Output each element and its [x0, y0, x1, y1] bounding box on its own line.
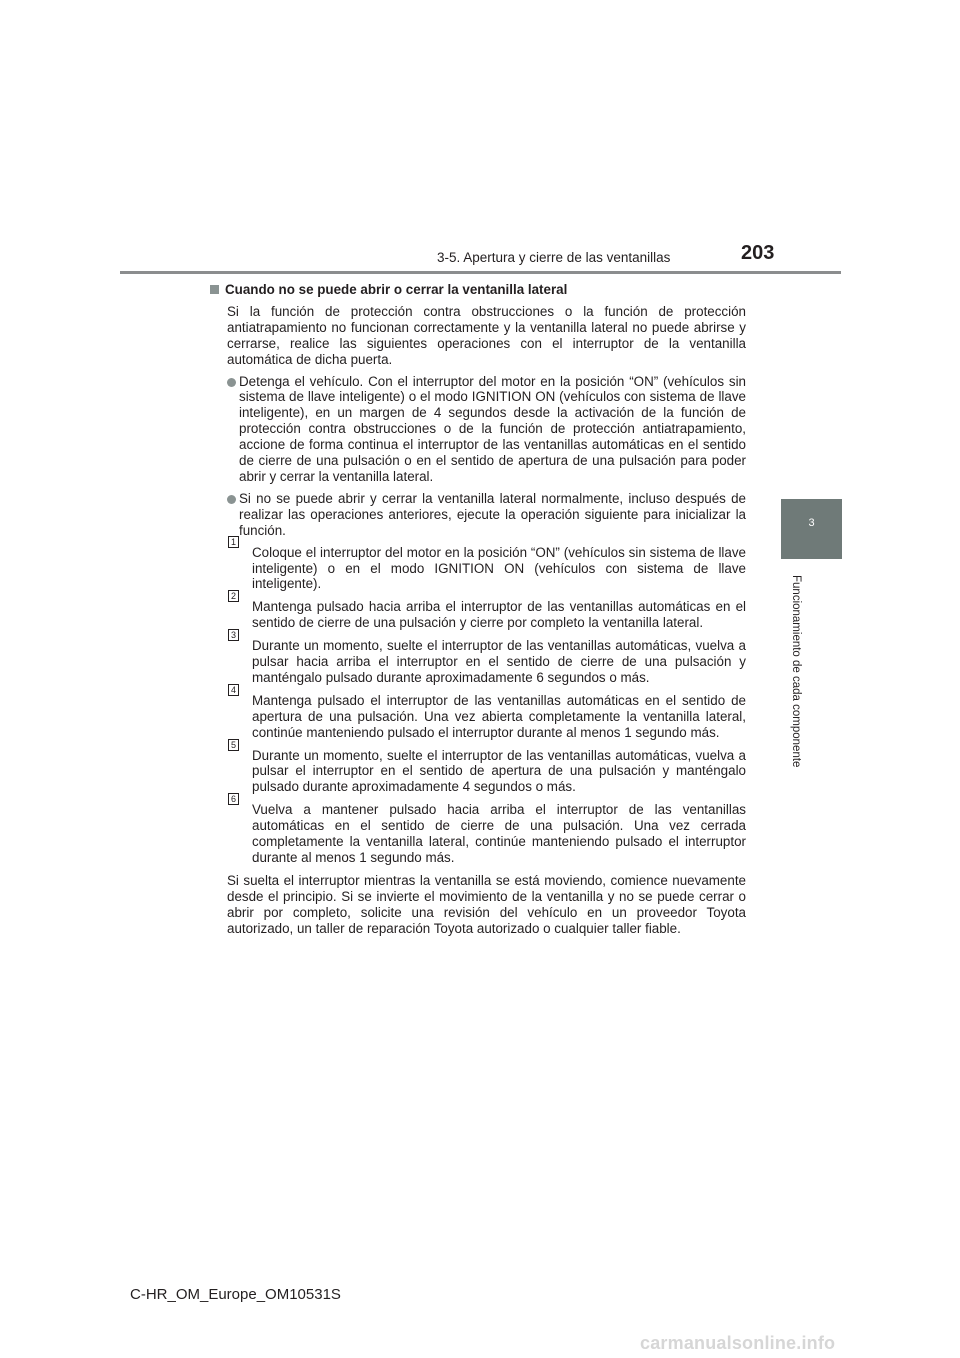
step-number: 6 [228, 793, 239, 805]
step-number: 5 [228, 739, 239, 751]
section-title: 3-5. Apertura y cierre de las ventanillas [437, 250, 671, 265]
bullet-text: Detenga el vehículo. Con el interruptor del motor en la posición “ON” (vehículos sin sistema de llave inteligente) o el modo IGNITION ON (vehículos con sistema de llave inteligente), en un margen de 4 segundos desde la activación de la función de protección contra obstrucciones o de la función de protección antiatrapamiento, accione de forma continua el interruptor de las ventanillas automáticas en el sentido de cierre de una pulsación o en el sentido de apertura de una pulsación para poder abrir y cerrar la ventanilla lateral. [239, 373, 746, 484]
page-number: 203 [741, 242, 775, 264]
chapter-label: Funcionamiento de cada componente [790, 575, 802, 768]
step-item [227, 739, 746, 796]
chapter-tab [781, 499, 842, 559]
intro-paragraph: Si la función de protección contra obstrucciones o la función de protección antiatrapamiento no funcionan correctamente y la ventanilla lateral no puede abrirse y cerrarse, realice las siguientes operaciones con el interruptor de la ventanilla automática de dicha puerta. [227, 303, 746, 367]
circle-bullet-icon [227, 495, 236, 504]
step-text: Mantenga pulsado hacia arriba el interruptor de las ventanillas automáticas en el sentido de cierre de una pulsación y cierre por completo la ventanilla lateral. [252, 599, 746, 631]
step-item [227, 591, 746, 631]
step-number: 4 [228, 684, 239, 696]
square-bullet-icon [210, 285, 219, 294]
step-number: 2 [228, 590, 239, 602]
main-content [210, 282, 746, 937]
circle-bullet-icon [227, 378, 236, 387]
header-divider [120, 271, 841, 274]
bullet-item [227, 491, 746, 539]
section-heading [210, 282, 746, 298]
step-text: Mantenga pulsado el interruptor de las ventanillas automáticas en el sentido de apertura de una pulsación. Una vez abierta completamente la ventanilla lateral, continúe manteniendo pulsado el interruptor durante al menos 1 segundo más. [252, 692, 746, 740]
heading-text: Cuando no se puede abrir o cerrar la ventanilla lateral [225, 282, 568, 297]
step-text: Coloque el interruptor del motor en la posición “ON” (vehículos sin sistema de llave inteligente) o en el modo IGNITION ON (vehículos con sistema de llave inteligente). [252, 544, 746, 592]
step-number: 3 [228, 629, 239, 641]
step-text: Durante un momento, suelte el interruptor de las ventanillas automáticas, vuelva a pulsar el interruptor en el sentido de apertura de una pulsación y manténgalo pulsado durante aproximadamente 4 segundos o más. [252, 747, 746, 795]
watermark: carmanualsonline.info [640, 1333, 836, 1353]
step-text: Vuelva a mantener pulsado hacia arriba el interruptor de las ventanillas automáticas en el sentido de cierre de una pulsación. Una vez cerrada completamente la ventanilla lateral, continúe manteniendo pulsado el interruptor durante al menos 1 segundo más. [252, 802, 746, 865]
step-item [227, 536, 746, 593]
step-item [227, 630, 746, 686]
bullet-text: Si no se puede abrir y cerrar la ventanilla lateral normalmente, incluso después de realizar las operaciones anteriores, ejecute la operación siguiente para inicializar la función. [239, 490, 746, 538]
bullet-item [227, 374, 746, 485]
closing-note: Si suelta el interruptor mientras la ventanilla se está moviendo, comience nuevamente desde el principio. Si se invierte el movimiento de la ventanilla y no se puede cerrar o abrir por completo, solicite una revisión del vehículo en un proveedor Toyota autorizado, un taller de reparación Toyota autorizado o cualquier taller fiable. [227, 872, 746, 936]
step-text: Durante un momento, suelte el interruptor de las ventanillas automáticas, vuelva a pulsar hacia arriba el interruptor en el sentido de cierre de una pulsación y manténgalo pulsado durante aproximadamente 6 segundos o más. [252, 638, 746, 685]
chapter-number: 3 [808, 517, 815, 529]
step-item [227, 794, 746, 866]
document-id: C-HR_OM_Europe_OM10531S [130, 1286, 341, 1303]
step-number: 1 [228, 536, 239, 548]
step-item [227, 684, 746, 741]
